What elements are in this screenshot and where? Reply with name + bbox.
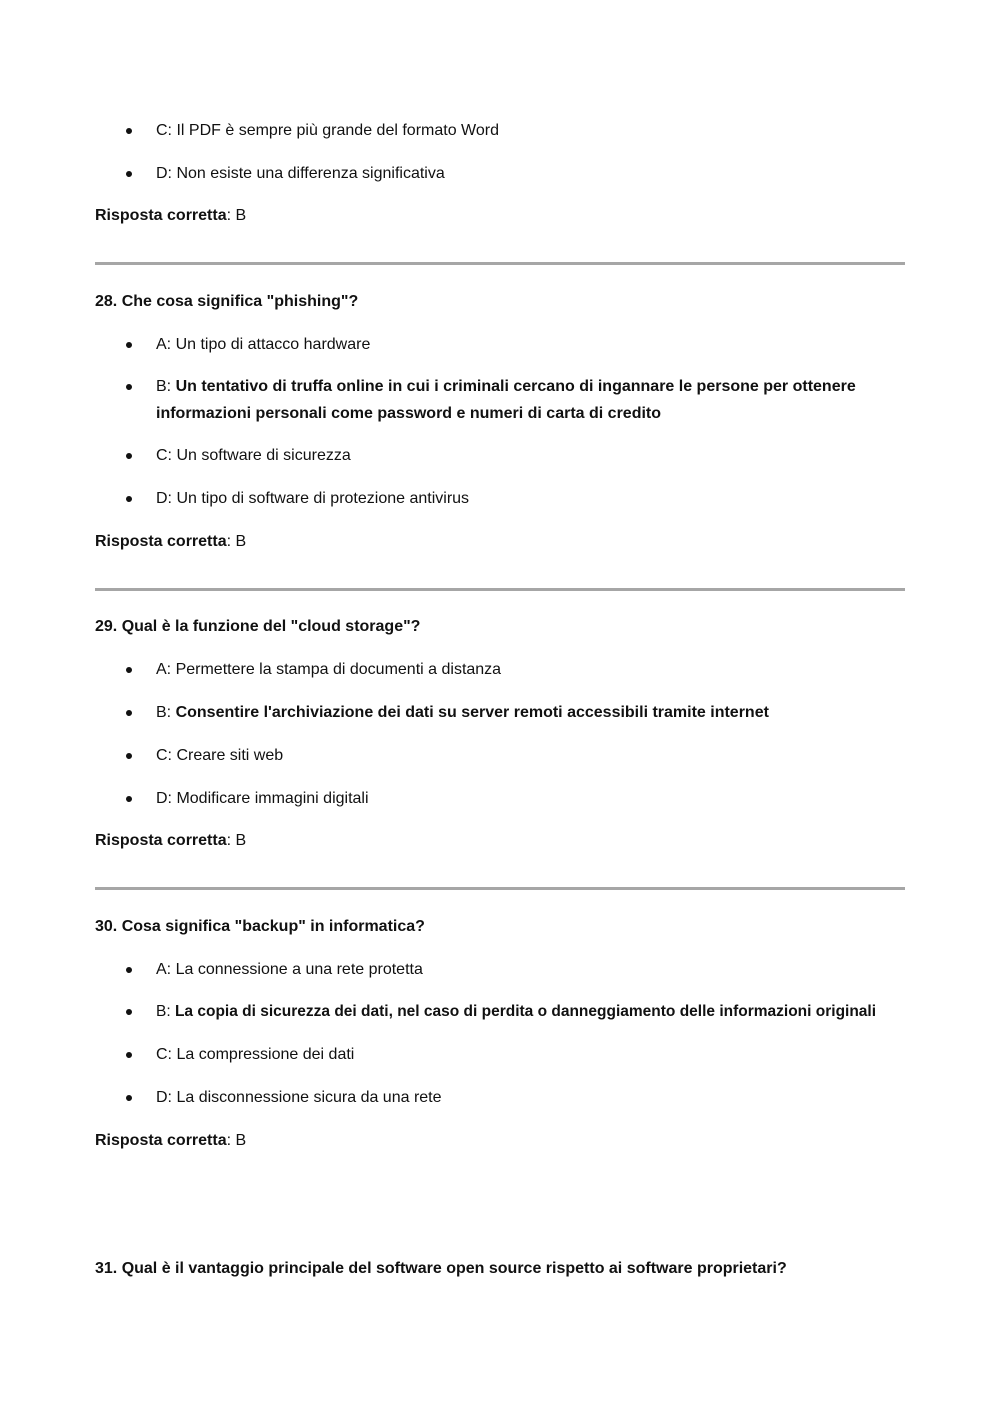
- correct-answer: Risposta corretta: B: [95, 207, 247, 224]
- bullet: [126, 1009, 132, 1015]
- option-a: A: Un tipo di attacco hardware: [156, 336, 371, 353]
- bullet: [126, 1052, 132, 1058]
- bullet: [126, 171, 132, 177]
- option-b: B: La copia di sicurezza dei dati, nel caso di perdita o danneggiamento delle informazioni originali: [156, 1003, 877, 1020]
- bullet: [126, 967, 132, 973]
- option-c: C: Un software di sicurezza: [156, 447, 351, 464]
- horizontal-rule: [95, 262, 905, 265]
- bullet: [126, 384, 132, 390]
- option-d: D: Non esiste una differenza significativa: [156, 165, 445, 182]
- bullet: [126, 796, 132, 802]
- bullet: [126, 1095, 132, 1101]
- correct-answer: Risposta corretta: B: [95, 832, 247, 849]
- option-d: D: Modificare immagini digitali: [156, 790, 369, 807]
- bullet: [126, 753, 132, 759]
- option-a: A: Permettere la stampa di documenti a distanza: [156, 661, 502, 678]
- question-title: 30. Cosa significa "backup" in informatica?: [95, 918, 425, 935]
- option-a: A: La connessione a una rete protetta: [156, 961, 423, 978]
- horizontal-rule: [95, 887, 905, 890]
- bullet: [126, 128, 132, 134]
- bullet: [126, 496, 132, 502]
- bullet: [126, 710, 132, 716]
- option-d: D: Un tipo di software di protezione antivirus: [156, 490, 470, 507]
- option-c: C: Il PDF è sempre più grande del formato Word: [156, 122, 499, 139]
- option-b: B: Consentire l'archiviazione dei dati su server remoti accessibili tramite internet: [156, 704, 769, 721]
- option-c: C: Creare siti web: [156, 747, 284, 764]
- question-title: 31. Qual è il vantaggio principale del software open source rispetto ai software proprietari?: [95, 1260, 787, 1277]
- bullet: [126, 667, 132, 673]
- bullet: [126, 342, 132, 348]
- bullet: [126, 453, 132, 459]
- question-title: 29. Qual è la funzione del "cloud storage"?: [95, 618, 421, 635]
- option-c: C: La compressione dei dati: [156, 1046, 355, 1063]
- horizontal-rule: [95, 588, 905, 591]
- correct-answer: Risposta corretta: B: [95, 1132, 247, 1149]
- option-d: D: La disconnessione sicura da una rete: [156, 1089, 442, 1106]
- option-b: B: Un tentativo di truffa online in cui i criminali cercano di ingannare le persone per ottenere informazioni personali come password e numeri di carta di credito: [156, 378, 856, 422]
- correct-answer: Risposta corretta: B: [95, 533, 247, 550]
- question-title: 28. Che cosa significa "phishing"?: [95, 293, 359, 310]
